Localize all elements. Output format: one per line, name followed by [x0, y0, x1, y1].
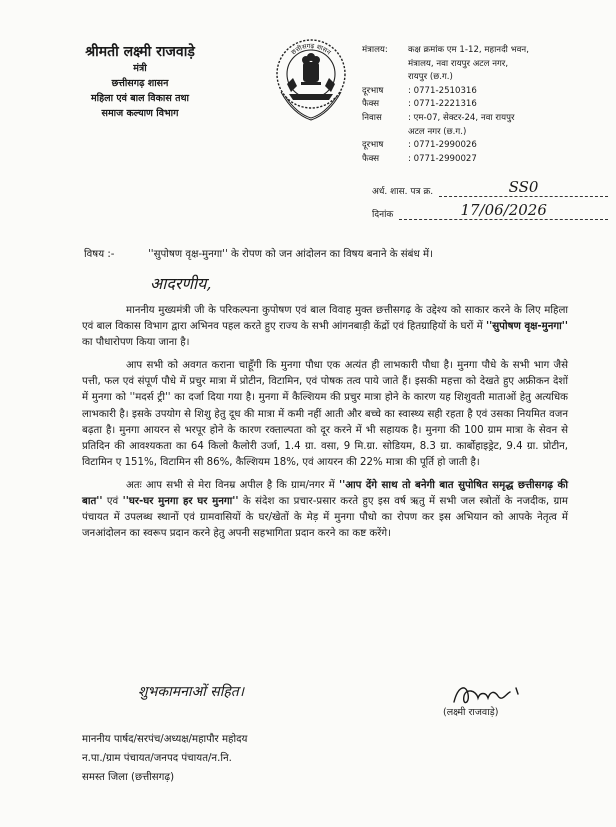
- subject-label: विषय :-: [84, 249, 115, 260]
- paragraph-3: [82, 478, 568, 542]
- sender-government: छत्तीसगढ़ शासन: [111, 78, 169, 89]
- letter-number-label: अर्ध. शास. पत्र क्र.: [372, 187, 434, 197]
- emblem-arc-text: छत्तीसगढ़ शासन: [289, 41, 333, 57]
- paragraph-1-text: माननीय मुख्यमंत्री जी के परिकल्पना कुपोषण एवं बाल विवाह मुक्त छत्तीसगढ़ के उद्देश्य को साकार करने के लिए महिला एवं बाल विकास विभाग द्वारा अभिनव पहल करते हुए राज्य के सभी आंगनबाड़ी केंद्रों एवं हितग्राहियों के घरों में: [82, 305, 568, 333]
- letter-number-value: SS0: [439, 178, 608, 197]
- recipients-block: [82, 730, 247, 787]
- paragraph-3-text-end: के संदेश का प्रचार-प्रसार करते हुए इस वर्ष ऋतु में सभी जल स्त्रोतों के नजदीक, ग्राम पंचायत में उपलब्ध स्थानों एवं ग्रामवासियों के घर/खेतों के मेड़ में मुनगा पौधो का रोपण कर इस अभियान को आपके नेतृत्व में जनआंदोलन का स्वरूप प्रदान करने हेतु अपनी सहभागिता प्रदान करने का कष्ट करेंगे।: [82, 496, 568, 540]
- reference-block: [372, 174, 608, 220]
- sender-block: [55, 42, 225, 121]
- residence-line1: : एम-07, सेक्टर-24, नवा रायपुर: [408, 112, 515, 123]
- phone1-value: : 0771-2510316: [408, 85, 477, 96]
- subject-text: ''सुपोषण वृक्ष-मुनगा'' के रोपण को जन आंदोलन का विषय बनाने के संबंध में।: [148, 249, 433, 260]
- phone2-value: : 0771-2990026: [408, 140, 477, 151]
- residence-label: निवास: [362, 112, 382, 123]
- phone1-label: दूरभाष: [362, 85, 384, 96]
- recipients-line3: समस्त जिला (छत्तीसगढ़): [82, 772, 175, 783]
- fax1-value: : 0771-2221316: [408, 99, 477, 110]
- letter-body: [82, 303, 568, 549]
- paragraph-1-highlight: ''सुपोषण वृक्ष-मुनगा'': [486, 321, 569, 333]
- state-emblem-icon: [273, 34, 349, 126]
- paragraph-1: [82, 303, 568, 351]
- address-block: [362, 44, 612, 166]
- paragraph-3-text: अतः आप सभी से मेरा विनम्र अपील है कि ग्राम/नगर में: [126, 479, 339, 491]
- mantralaya-line3: रायपुर (छ.ग.): [408, 72, 453, 83]
- closing-text: शुभकामनाओं सहित।: [138, 684, 245, 700]
- paragraph-2: आप सभी को अवगत कराना चाहूँगी कि मुनगा पौधा एक अत्यंत ही लाभकारी पौधा है। मुनगा पौधे के सभी भाग जैसे पत्ती, फल एवं संपूर्ण पौधे में प्रचुर मात्रा में प्रोटीन, विटामिन, एवं पोषक तत्व पाये जाते हैं। इसकी महत्ता को देखते हुए अफ्रीकन देशों में मुनगा को ''मदर्स ट्री'' का दर्जा दिया गया है। मुनगा में कैल्शियम की प्रचुर मात्रा होने के कारण यह शिशुवती माताओं हेतु अत्यधिक लाभकारी है। इसके उपयोग से शिशु हेतु दूध की मात्रा में कमी नहीं आती और बच्चे का स्वास्थ्य सही रहता है एवं उसका नियमित वजन बढ़ता है। मुनगा आयरन से भरपूर होने के कारण रक्ताल्पता को दूर करने में भी सहायक है। मुनगा की 100 ग्राम मात्रा के सेवन से प्रतिदिन की आवश्यकता का 64 किलो कैलोरी उर्जा, 1.4 ग्रा. वसा, 9 मि.ग्रा. सोडियम, 8.3 ग्रा. कार्बोहाइड्रेट, 9.4 ग्रा. प्रोटीन, विटामिन ए 151%, विटामिन सी 86%, कैल्शियम 18%, एवं आयरन की 22% मात्रा की पूर्ति हो जाती है।: [82, 360, 568, 468]
- mantralaya-line2: मंत्रालय, नवा रायपुर अटल नगर,: [408, 58, 509, 69]
- paragraph-3-conjunction: एवं: [102, 496, 123, 508]
- signatory-name: (लक्ष्मी राजवाड़े): [443, 707, 499, 718]
- recipients-line1: माननीय पार्षद/सरपंच/अध्यक्ष/महापौर महोदय: [82, 734, 248, 745]
- date-value: 17/06/2026: [399, 201, 608, 220]
- sender-name: श्रीमती लक्ष्मी राजवाड़े: [85, 44, 195, 60]
- fax1-label: फैक्स: [362, 99, 380, 110]
- sender-designation: मंत्री: [133, 63, 147, 74]
- sender-department-line1: महिला एवं बाल विकास तथा: [90, 93, 190, 104]
- subject-line: [84, 246, 609, 260]
- salutation: आदरणीय,: [150, 274, 212, 293]
- mantralaya-label: मंत्रालय:: [362, 45, 388, 55]
- phone2-label: दूरभाष: [362, 140, 384, 151]
- recipients-line2: न.पा./ग्राम पंचायत/जनपद पंचायत/न.नि.: [82, 753, 232, 764]
- date-label: दिनांक: [372, 210, 394, 220]
- paragraph-3-slogan-1: ''आप देंगे साथ तो बनेगी बात सुपोषित समृद्ध छत्तीसगढ़ की बात'': [82, 479, 568, 508]
- mantralaya-line1: कक्ष क्रमांक एम 1-12, महानदी भवन,: [408, 45, 529, 55]
- paragraph-1-text-end: का पौधारोपण किया जाना है।: [82, 337, 190, 349]
- residence-line2: अटल नगर (छ.ग.): [408, 126, 467, 137]
- fax2-label: फैक्स: [362, 153, 380, 164]
- fax2-value: : 0771-2990027: [408, 153, 477, 164]
- paragraph-3-slogan-2: ''घर-घर मुनगा हर घर मुनगा'': [122, 496, 239, 508]
- sender-department-line2: समाज कल्याण विभाग: [101, 108, 179, 119]
